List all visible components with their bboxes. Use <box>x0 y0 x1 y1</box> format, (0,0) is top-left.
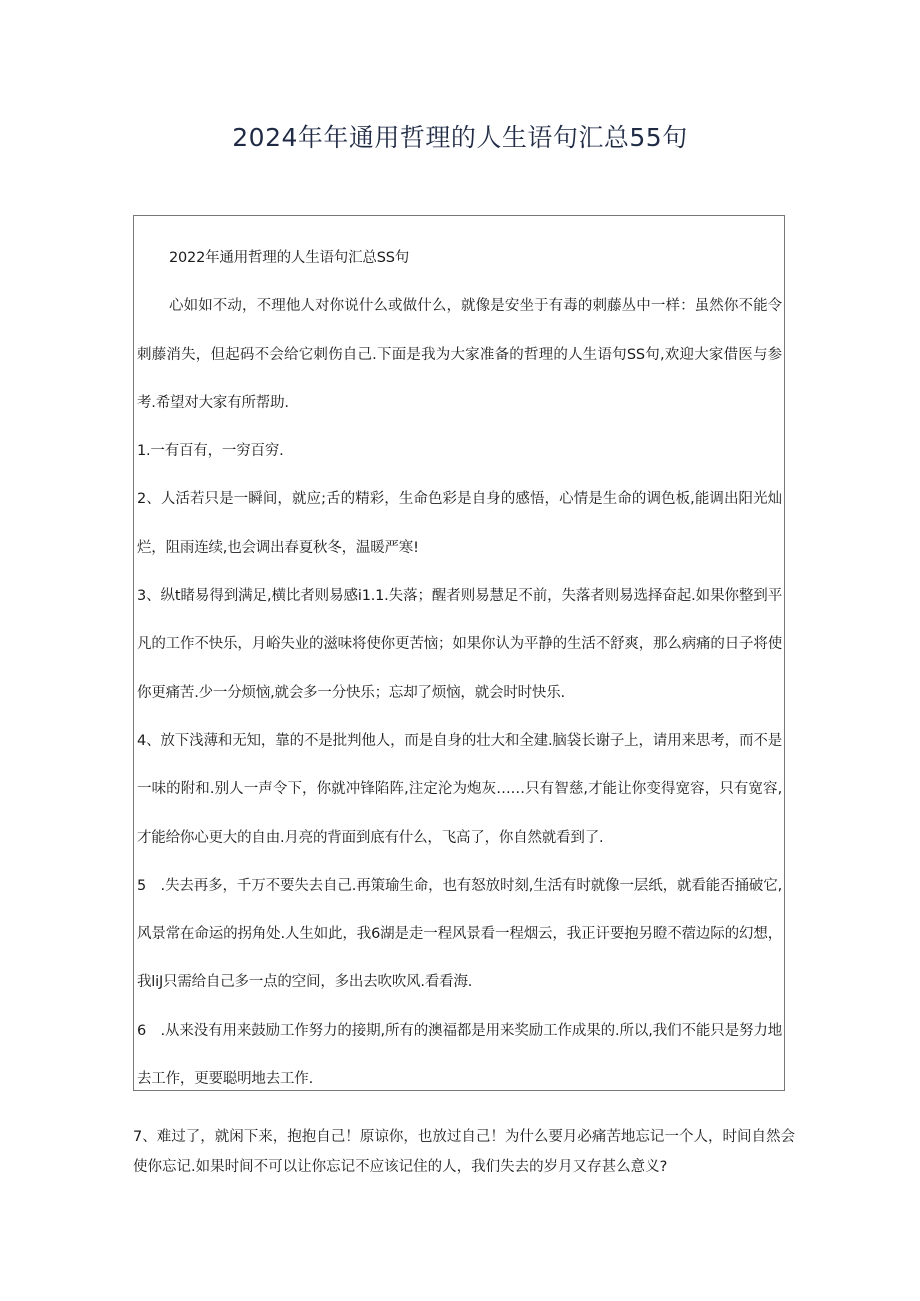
box-paragraph-0: 2022年通用哲理的人生语句汇总SS句 <box>169 250 410 266</box>
box-paragraph-6: 5 .失去再多，千万不要失去自己.再策瑜生命，也有怒放时刻,生活有时就像一层纸，就看能否捅破它,风景常在命运的拐角处.人生如此，我6湖是走一程风景看一程烟云，我正讦要抱另瞪不蓿边际的幻想，我liJ只需给自己多一点的空间，多出去吹吹风.看看海. <box>137 877 782 991</box>
box-paragraph-4: 3、纵t睹易得到满足,横比者则易感i1.1.失落；醒者则易慧足不前，失落者则易选择奋起.如果你整到平凡的工作不快乐，月峪失业的滋味将使你更苦恼；如果你认为平静的生活不舒爽，那么病痛的日子将使你更痛苦.少一分烦恼,就会多一分快乐；忘却了烦恼，就会时时快乐. <box>137 588 782 701</box>
after-paragraph: 7、难过了，就闲下来，抱抱自己！原谅你，也放过自己！为什么要月必痛苦地忘记一个人，时间自然会使你忘记.如果时间不可以让你忘记不应该记住的人，我们失去的岁月又存甚么意义? <box>133 1129 795 1175</box>
after-box-text <box>133 1122 795 1182</box>
content-box-inner <box>137 234 782 1103</box>
box-paragraph-5: 4、放下浅薄和无知，靠的不是批判他人，而是自身的壮大和全建.脑袋长谢子上，请用来思考，而不是一味的附和.别人一声令下，你就冲锋陷阵,注定沦为炮灰……只有智慈,才能让你变得宽容，只有宽容,才能给你心更大的自由.月亮的背面到底有什么，飞高了，你自然就看到了. <box>137 732 782 846</box>
content-box <box>133 215 785 1091</box>
box-paragraph-2: 1.一有百有，一穷百穷. <box>137 443 284 460</box>
box-paragraph-7: 6 .从来没有用来鼓励工作努力的接期,所有的澳福都是用来奖励工作成果的.所以,我们不能只是努力地去工作，更要聪明地去工作. <box>137 1022 782 1088</box>
box-paragraph-3: 2、人活若只是一瞬间，就应;舌的精彩，生命色彩是自身的感悟，心情是生命的调色板,能调出阳光灿烂，阻雨连续,也会调出春夏秋冬，温暖严寒! <box>137 491 782 556</box>
box-paragraph-1: 心如如不动，不理他人对你说什么或做什么，就像是安坐于有毒的刺藤丛中一样：虽然你不能令刺藤消失，但起码不会给它刺伤自己.下面是我为大家准备的哲理的人生语句SS句,欢迎大家借医与参考.希望对大家有所帮助. <box>137 298 782 411</box>
document-title: 2024年年通用哲理的人生语句汇总55句 <box>232 123 688 152</box>
